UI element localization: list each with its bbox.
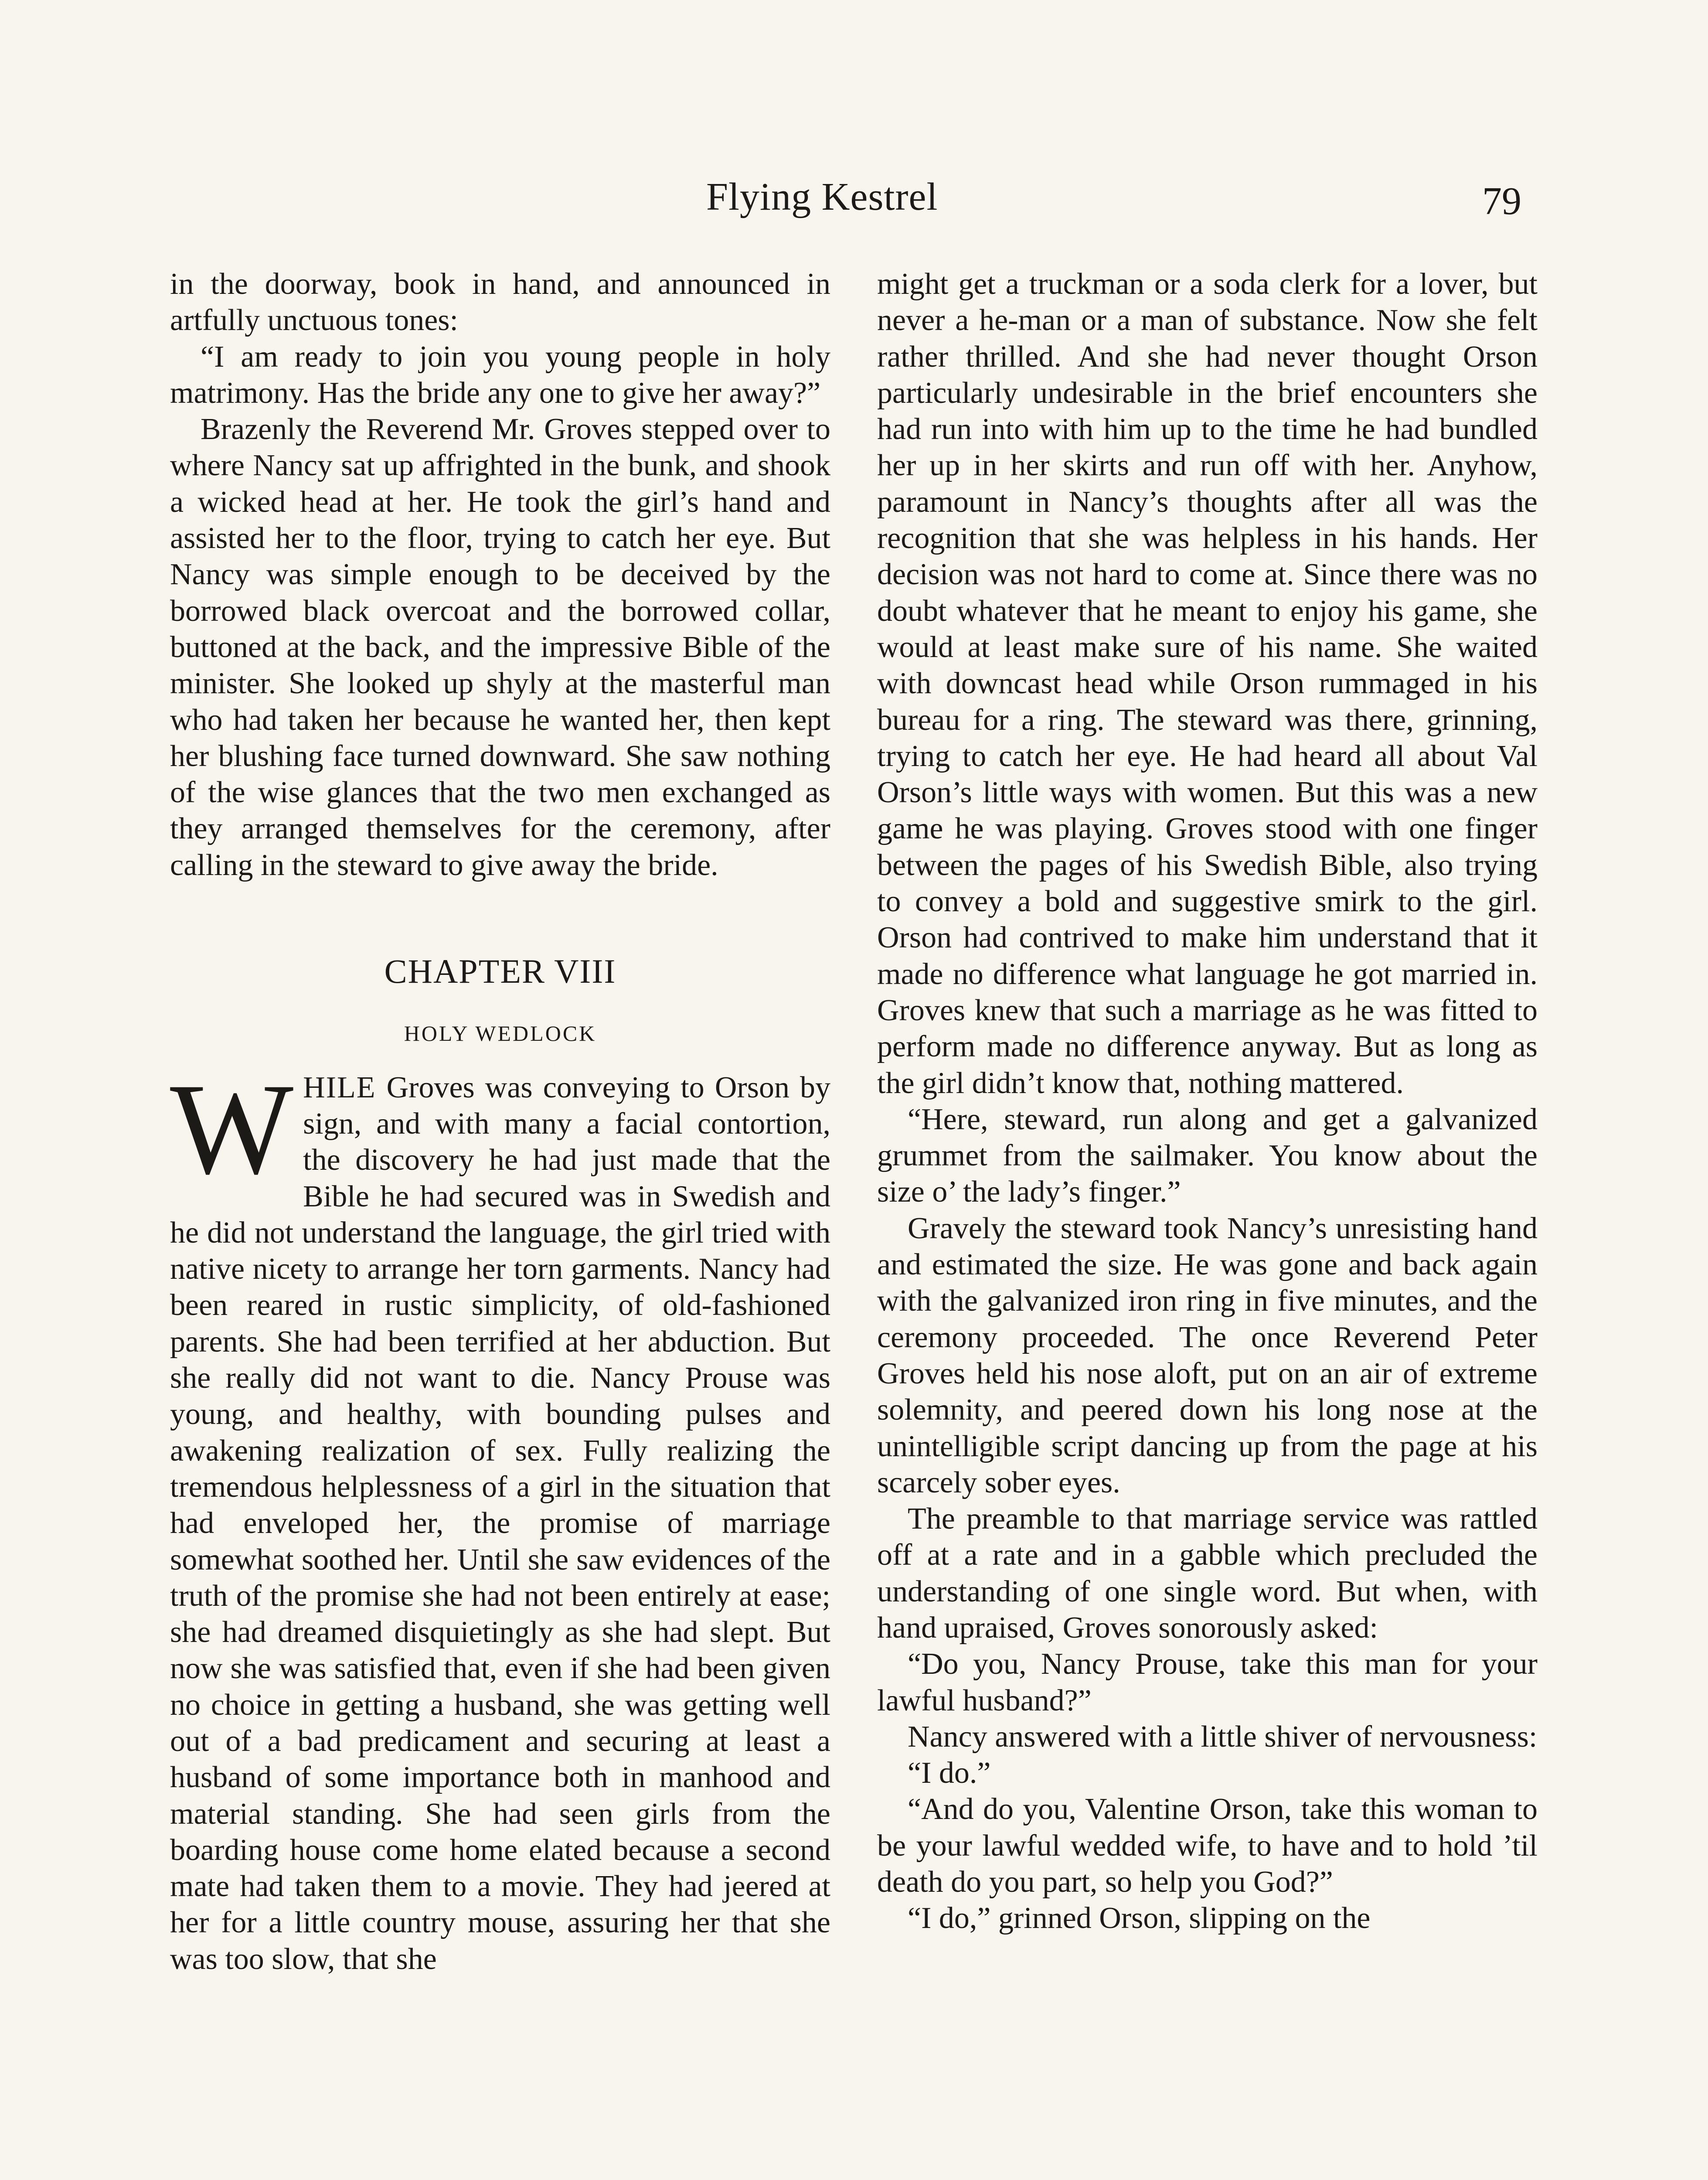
paragraph: Gravely the steward took Nancy’s unresisting hand and estimated the size. He was gone and back again with the galvanized iron ring in five minutes, and the ceremony proceeded. The once Reverend Peter Groves held his nose aloft, put on an air of extreme solemnity, and peered down his long nose at the unintelligible script dancing up from the page at his scarcely sober eyes. <box>877 1211 1538 1499</box>
chapter-opening-paragraph <box>170 1056 830 1977</box>
paragraph: in the doorway, book in hand, and announced in artfully unctuous tones: <box>170 267 830 337</box>
paragraph: Brazenly the Reverend Mr. Groves stepped over to where Nancy sat up affrighted in the bunk, and shook a wicked head at her. He took the girl’s hand and assisted her to the floor, trying to catch her eye. But Nancy was simple enough to be deceived by the borrowed black overcoat and the borrowed collar, buttoned at the back, and the impressive Bible of the minister. She looked up shyly at the masterful man who had taken her because he wanted her, then kept her blushing face turned downward. She saw nothing of the wise glances that the two men exchanged as they arranged themselves for the ceremony, after calling in the steward to give away the bride. <box>170 412 830 882</box>
paragraph: “I do,” grinned Orson, slipping on the <box>908 1901 1371 1935</box>
paragraph: “I am ready to join you young people in holy matrimony. Has the bride any one to give her away?” <box>170 340 830 410</box>
paragraph: “I do.” <box>908 1756 991 1790</box>
paragraph: “Do you, Nancy Prouse, take this man for your lawful husband?” <box>877 1647 1538 1717</box>
paragraph: The preamble to that marriage service was rattled off at a rate and in a gabble which precluded the understanding of one single word. But when, with hand upraised, Groves sonorously asked: <box>877 1502 1538 1645</box>
paragraph: “Here, steward, run along and get a galvanized grummet from the sailmaker. You know about the size o’ the lady’s finger.” <box>877 1102 1538 1209</box>
chapter-title: CHAPTER VIII <box>384 952 616 991</box>
paragraph: might get a truckman or a soda clerk for a lover, but never a he-man or a man of substance. Now she felt rather thrilled. And she had never thought Orson particularly undesirable in the brief encounters she had run into with him up to the time he had bundled her up in her skirts and run off with her. Anyhow, paramount in Nancy’s thoughts after all was the recognition that she was helpless in his hands. Her decision was not hard to come at. Since there was no doubt whatever that he meant to enjoy his game, she would at least make sure of his name. She waited with downcast head while Orson rummaged in his bureau for a ring. The steward was there, grinning, trying to catch her eye. He had heard all about Val Orson’s little ways with women. But this was a new game he was playing. Groves stood with one finger between the pages of his Swedish Bible, also trying to convey a bold and suggestive smirk to the girl. Orson had contrived to make him understand that it made no difference what language he got married in. Groves knew that such a marriage as he was fitted to perform made no difference anyway. But as long as the girl didn’t know that, nothing mattered. <box>877 267 1538 1100</box>
right-column <box>877 266 1538 1937</box>
left-column <box>170 266 830 1977</box>
paragraph: “And do you, Valentine Orson, take this woman to be your lawful wedded wife, to have and to hold ’til death do you part, so help you God?” <box>877 1792 1538 1899</box>
drop-cap: W <box>170 1056 294 1201</box>
running-title: Flying Kestrel <box>706 175 938 218</box>
paragraph-text: Groves was conveying to Orson by sign, and with many a facial contortion, the discovery he had just made that the Bible he had secured was in Swedish and he did not understand the language, the girl tried with native nicety to arrange her torn garments. Nancy had been reared in rustic simplicity, of old-fashioned parents. She had been terrified at her abduction. But she really did not want to die. Nancy Prouse was young, and healthy, with bounding pulses and awakening realization of sex. Fully realizing the tremendous helplessness of a girl in the situation that had enveloped her, the promise of marriage somewhat soothed her. Until she saw evidences of the truth of the promise she had not been entirely at ease; she had dreamed disquietingly as she had slept. But now she was satisfied that, even if she had been given no choice in getting a husband, she was getting well out of a bad predicament and securing at least a husband of some importance both in manhood and material standing. She had seen girls from the boarding house come home elated because a second mate had taken them to a movie. They had jeered at her for a little country mouse, assuring her that she was too slow, that she <box>170 1070 830 1976</box>
page-number: 79 <box>1482 180 1521 223</box>
lead-caps: HILE <box>303 1070 376 1104</box>
chapter-subtitle: HOLY WEDLOCK <box>404 1021 597 1046</box>
paragraph: Nancy answered with a little shiver of nervousness: <box>908 1720 1538 1754</box>
page-header <box>0 174 1708 227</box>
